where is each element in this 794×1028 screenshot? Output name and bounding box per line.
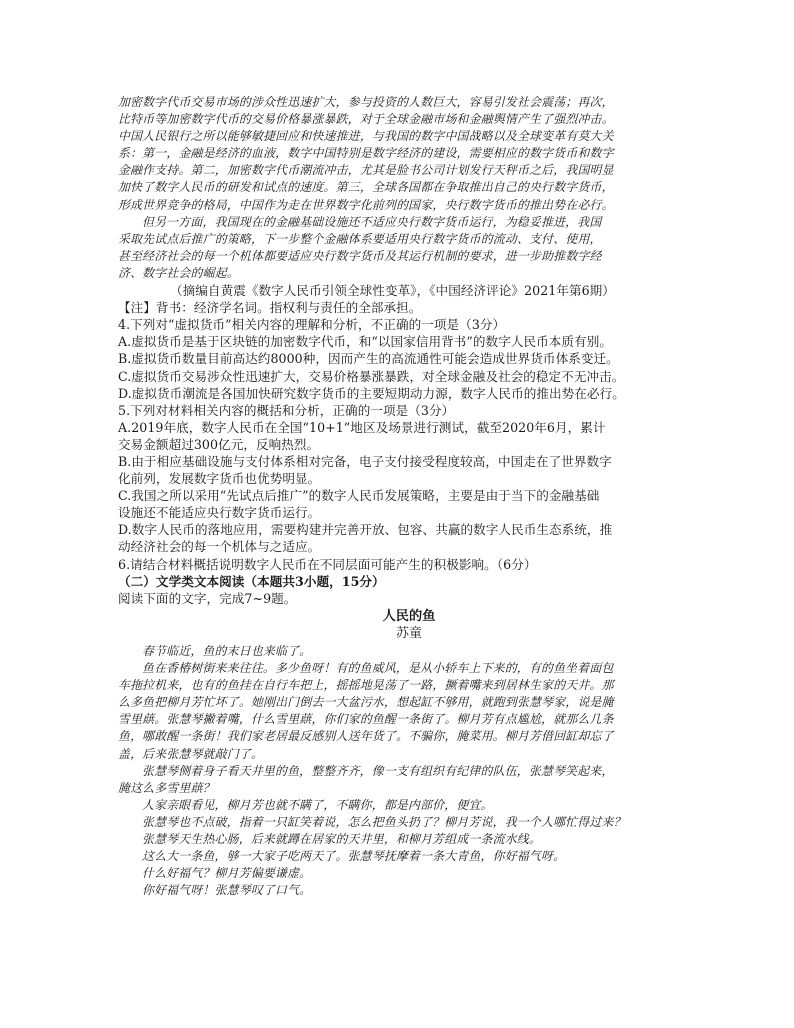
story-line: 张慧琴也不点破，指着一只缸笑着说，怎么把鱼头扔了？柳月芳说，我一个人哪忙得过来？ <box>142 814 626 829</box>
question-4-option-a: A.虚拟货币是基于区块链的加密数字代币，和“以国家信用背书”的数字人民币本质有别。 <box>118 334 612 350</box>
passage-1-line: 中国人民银行之所以能够敏捷回应和快速推进，与我国的数字中国战略以及全球变革有莫大关 <box>118 129 614 144</box>
passage-2-line: 济、数字社会的崛起。 <box>118 265 239 280</box>
passage-1-line: 形成世界竞争的格局，中国作为走在世界数字化前列的国家，央行数字货币的推出势在必行。 <box>118 197 614 212</box>
story-body <box>118 643 700 899</box>
question-5-option-b-line2: 化前列，发展数字货币也优势明显。 <box>118 471 321 487</box>
question-4-option-d: D.虚拟货币潮流是各国加快研究数字货币的主要短期动力源，数字人民币的推出势在必行。 <box>118 385 625 401</box>
story-line: 腌这么多雪里蕻？ <box>118 780 215 795</box>
section-heading: （二）文学类文本阅读（本题共3小题，15分） <box>118 573 385 589</box>
question-5-option-c-line1: C.我国之所以采用“先试点后推广”的数字人民币发展策略，主要是由于当下的金融基础 <box>118 488 600 504</box>
passage-1-line: 加密数字代币交易市场的涉众性迅速扩大，参与投资的人数巨大，容易引发社会震荡；再次， <box>118 95 614 109</box>
story-line: 张慧琴侧着身子看天井里的鱼，整整齐齐，像一支有组织有纪律的队伍，张慧琴笑起来， <box>142 763 614 778</box>
section-instruction: 阅读下面的文字，完成7~9题。 <box>118 590 297 606</box>
story-line: 鱼在香椿树街来来往往。多少鱼呀！有的鱼威风，是从小轿车上下来的，有的鱼坐着面包 <box>142 661 614 676</box>
story-line: 盖，后来张慧琴就敲门了。 <box>118 746 264 761</box>
story-title: 人民的鱼 <box>382 608 436 624</box>
question-5-stem: 5.下列对材料相关内容的概括和分析，正确的一项是（3分） <box>118 402 455 418</box>
document-page <box>118 94 700 899</box>
story-line: 鱼，哪敢醒一条街！我们家老居最反感别人送年货了。不骗你，腌菜用。柳月芳借回缸却忘了 <box>118 729 614 744</box>
source-citation: （摘编自黄震《数字人民币引领全球性变革》，《中国经济评论》2021年第6期） <box>170 283 615 299</box>
question-4-option-b: B.虚拟货币数量目前高达约8000种，因而产生的高流通性可能会造成世界货币体系变迁。 <box>118 351 619 367</box>
question-4-stem: 4.下列对“虚拟货币”相关内容的理解和分析，不正确的一项是（3分） <box>118 317 506 333</box>
passage-2-line: 甚至经济社会的每一个机体都要适应央行数字货币及其运行机制的要求，进一步助推数字经 <box>118 248 602 263</box>
question-5-option-a-line1: A.2019年底，数字人民币在全国“10+1”地区及场景进行测试，截至2020年6月，累计 <box>118 419 606 435</box>
question-5-option-c-line2: 设施还不能适应央行数字货币运行。 <box>118 505 321 521</box>
story-line: 这么大一条鱼，够一大家子吃两天了。张慧琴抚摩着一条大青鱼，你好福气呀。 <box>142 849 566 864</box>
story-line: 雪里蕻。张慧琴撇着嘴，什么雪里蕻，你们家的鱼醒一条街了。柳月芳有点尴尬，就那么几条 <box>118 712 614 727</box>
question-5-option-d-line1: D.数字人民币的落地应用，需要构建并完善开放、包容、共赢的数字人民币生态系统，推 <box>118 522 613 538</box>
story-line: 车拖拉机来，也有的鱼挂在自行车把上，摇摇地晃荡了一路，撅着嘴来到居林生家的天井。那 <box>118 678 614 693</box>
question-5-option-a-line2: 交易金额超过300亿元，反响热烈。 <box>118 436 320 452</box>
passage-1-line: 金融作支持。第二，加密数字代币潮流冲击，尤其是脸书公司计划发行天秤币之后，我国明显 <box>118 163 614 178</box>
question-4-option-c: C.虚拟货币交易涉众性迅速扩大，交易价格暴涨暴跌，对全球金融及社会的稳定不无冲击。 <box>118 368 625 384</box>
question-5-option-b-line1: B.由于相应基础设施与支付体系相对完备，电子支付接受程度较高，中国走在了世界数字 <box>118 453 612 469</box>
passage-part-1 <box>118 94 700 214</box>
question-5-option-d-line2: 动经济社会的每一个机体与之适应。 <box>118 539 321 555</box>
passage-1-line: 加快了数字人民币的研发和试点的速度。第三，全球各国都在争取推出自己的央行数字货币， <box>118 180 614 195</box>
story-line: 么多鱼把柳月芳忙坏了。她刚出门倒去一大盆污水，想起缸不够用，就跑到张慧琴家，说是腌 <box>118 695 614 710</box>
story-line: 春节临近，鱼的末日也来临了。 <box>142 644 312 658</box>
footnote: 【注】背书：经济学名词。指权利与责任的全部承担。 <box>118 300 422 316</box>
passage-2-line: 但另一方面，我国现在的金融基础设施还不适应央行数字货币运行，为稳妥推进，我国 <box>142 214 602 229</box>
story-author: 苏童 <box>395 625 423 641</box>
passage-2-line: 采取先试点后推广的策略，下一步整个金融体系要适用央行数字货币的流动、支付、使用， <box>118 231 602 246</box>
story-line: 你好福气呀！张慧琴叹了口气。 <box>142 883 312 898</box>
passage-1-line: 系：第一，金融是经济的血液，数字中国特别是数字经济的建设，需要相应的数字货币和数字 <box>118 146 614 161</box>
story-line: 人家亲眼看见，柳月芳也就不瞒了，不瞒你，都是内部价，便宜。 <box>142 797 493 812</box>
passage-1-line: 比特币等加密数字代币的交易价格暴涨暴跌，对于全球金融市场和金融舆情产生了强烈冲击。 <box>118 112 614 127</box>
question-6: 6.请结合材料概括说明数字人民币在不同层面可能产生的积极影响。（6分） <box>118 556 537 572</box>
story-line: 什么好福气？柳月芳偏要谦虚。 <box>142 866 312 881</box>
passage-part-2 <box>118 214 700 282</box>
story-line: 张慧琴天生热心肠，后来就蹲在居家的天井里，和柳月芳组成一条流水线。 <box>142 832 541 847</box>
